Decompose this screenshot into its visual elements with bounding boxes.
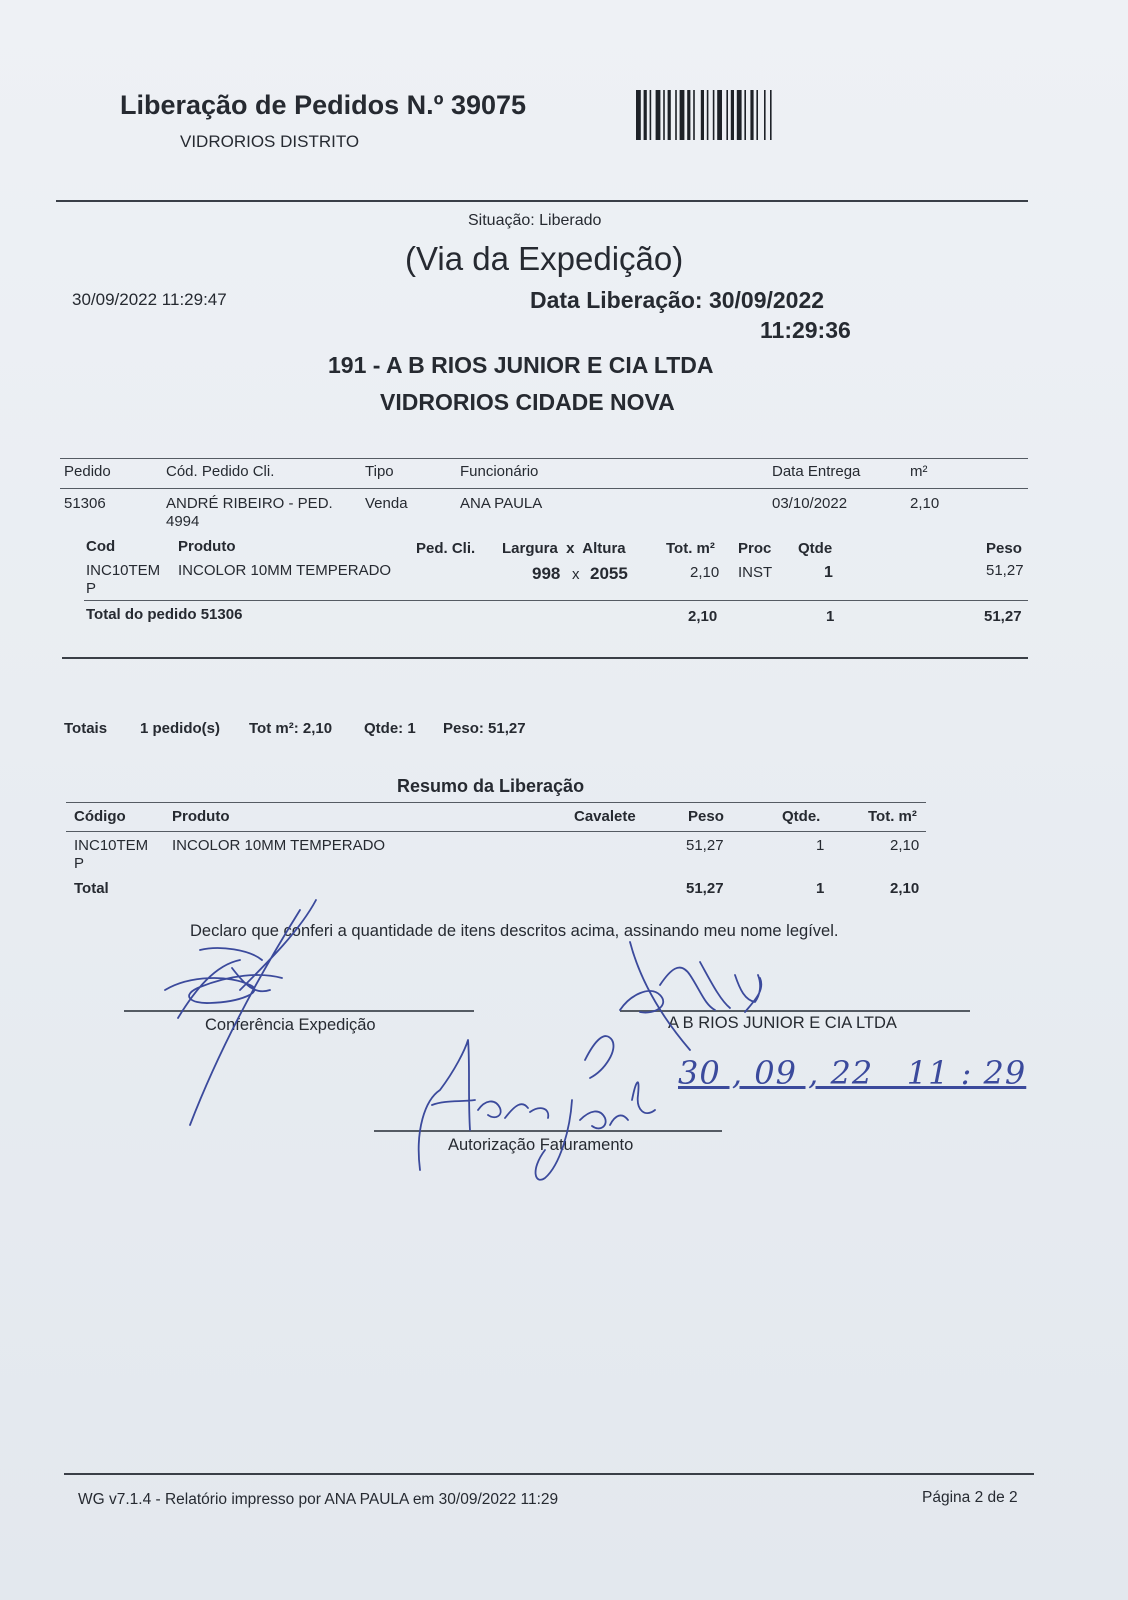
col-cod-pedido-cli: Cód. Pedido Cli. — [166, 463, 275, 480]
item-width: 998 — [532, 564, 561, 583]
via-label: (Via da Expedição) — [405, 240, 684, 277]
document-title: Liberação de Pedidos N.º 39075 — [120, 90, 527, 120]
summary-total-peso: 51,27 — [686, 880, 724, 897]
signature-stroke-conferencia — [165, 900, 316, 1125]
item-col-proc: Proc — [738, 540, 772, 557]
summary-col-tot-m2: Tot. m² — [868, 808, 917, 825]
summary-code-cont: P — [74, 855, 85, 872]
order-m2: 2,10 — [910, 495, 940, 512]
footer-divider — [64, 1473, 1034, 1475]
footer-printed-by: WG v7.1.4 - Relatório impresso por ANA PAULA em 30/09/2022 11:29 — [78, 1491, 559, 1508]
col-data-entrega: Data Entrega — [772, 463, 861, 480]
release-date: Data Liberação: 30/09/2022 — [530, 287, 825, 313]
print-datetime: 30/09/2022 11:29:47 — [72, 290, 227, 309]
summary-col-cavalete: Cavalete — [574, 808, 636, 825]
summary-col-produto: Produto — [172, 808, 230, 825]
order-client-code: ANDRÉ RIBEIRO - PED. — [166, 495, 333, 512]
order-client-code-cont: 4994 — [166, 513, 200, 530]
order-employee: ANA PAULA — [460, 495, 543, 512]
order-type: Venda — [365, 495, 408, 512]
summary-code: INC10TEM — [74, 837, 149, 854]
order-total-m2: 2,10 — [688, 608, 718, 625]
totals-pedidos: 1 pedido(s) — [140, 720, 221, 737]
totals-label: Totais — [64, 720, 108, 737]
item-tot-m2: 2,10 — [690, 564, 720, 581]
signature-label-conferencia: Conferência Expedição — [205, 1016, 376, 1034]
item-col-produto: Produto — [178, 538, 236, 555]
summary-col-qtde: Qtde. — [782, 808, 821, 825]
item-col-peso: Peso — [986, 540, 1022, 557]
summary-title: Resumo da Liberação — [397, 776, 585, 796]
summary-total-qtde: 1 — [816, 880, 825, 897]
summary-tot-m2: 2,10 — [890, 837, 920, 854]
totals-peso: Peso: 51,27 — [443, 720, 526, 737]
status-text: Situação: Liberado — [468, 212, 602, 229]
item-col-largura-altura: Largura x Altura — [502, 540, 626, 557]
totals-m2: Tot m²: 2,10 — [249, 720, 333, 737]
customer-name: 191 - A B RIOS JUNIOR E CIA LTDA — [328, 352, 714, 378]
item-col-qtde: Qtde — [798, 540, 833, 557]
item-col-ped-cli: Ped. Cli. — [416, 540, 476, 557]
summary-product: INCOLOR 10MM TEMPERADO — [172, 837, 386, 854]
footer-page-number: Página 2 de 2 — [922, 1489, 1018, 1506]
signature-label-cliente: A B RIOS JUNIOR E CIA LTDA — [668, 1014, 897, 1032]
release-time: 11:29:36 — [760, 317, 851, 343]
company-name: VIDRORIOS DISTRITO — [180, 132, 360, 151]
signature-stroke-autorizacao — [419, 1036, 655, 1180]
signature-stroke-cliente — [620, 942, 761, 1050]
order-delivery-date: 03/10/2022 — [772, 495, 848, 512]
totals-qtde: Qtde: 1 — [364, 720, 416, 737]
order-number: 51306 — [64, 495, 106, 512]
item-qtde: 1 — [824, 564, 833, 581]
declaration-text: Declaro que conferi a quantidade de itens descritos acima, assinando meu nome legível. — [190, 922, 839, 940]
order-total-label: Total do pedido 51306 — [86, 606, 243, 623]
signature-label-autorizacao: Autorização Faturamento — [448, 1136, 634, 1154]
col-tipo: Tipo — [365, 463, 394, 480]
item-col-tot-m2: Tot. m² — [666, 540, 715, 557]
summary-col-peso: Peso — [688, 808, 724, 825]
summary-peso: 51,27 — [686, 837, 724, 854]
col-m2: m² — [910, 463, 928, 480]
item-col-cod: Cod — [86, 538, 116, 555]
item-height: 2055 — [590, 564, 628, 583]
summary-qtde: 1 — [816, 837, 825, 854]
item-code: INC10TEM — [86, 562, 161, 579]
item-code-cont: P — [86, 580, 97, 597]
col-funcionario: Funcionário — [460, 463, 539, 480]
summary-total-label: Total — [74, 880, 109, 897]
order-total-peso: 51,27 — [984, 608, 1022, 625]
summary-total-m2: 2,10 — [890, 880, 920, 897]
customer-branch: VIDRORIOS CIDADE NOVA — [380, 389, 675, 415]
item-proc: INST — [738, 564, 773, 581]
item-peso: 51,27 — [986, 562, 1024, 579]
order-total-qtde: 1 — [826, 608, 835, 625]
handwritten-date: 30 , 09 , 22 11 : 29 — [678, 1054, 1027, 1092]
summary-col-codigo: Código — [74, 808, 126, 825]
item-product: INCOLOR 10MM TEMPERADO — [178, 562, 392, 579]
col-pedido: Pedido — [64, 463, 111, 480]
item-x: x — [572, 566, 580, 583]
